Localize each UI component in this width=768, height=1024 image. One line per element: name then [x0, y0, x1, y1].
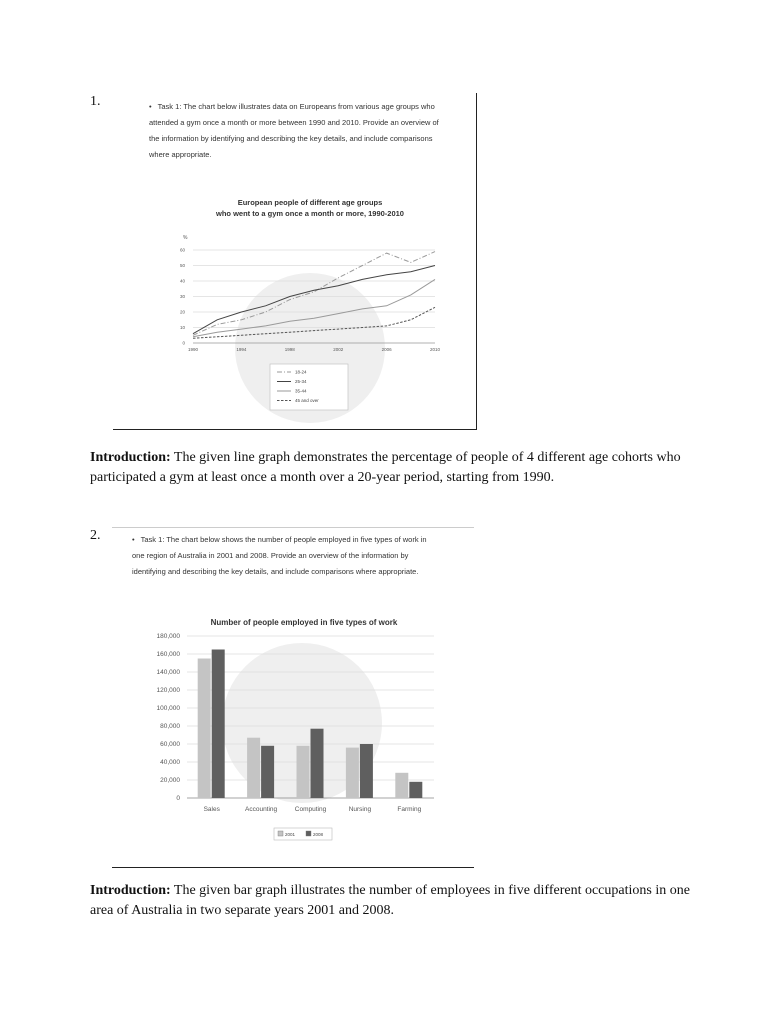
legend-label: 2001 — [285, 832, 296, 837]
bar-sales-2008 — [212, 650, 225, 799]
y-tick-label: 40,000 — [160, 759, 180, 766]
intro-2 — [90, 881, 690, 921]
bar-nursing-2001 — [346, 748, 359, 798]
legend-swatch — [306, 831, 311, 836]
legend-label: 45 and over — [295, 398, 319, 403]
line-chart-legend — [270, 364, 348, 410]
legend-label: 2008 — [313, 832, 324, 837]
bar-farming-2008 — [409, 782, 422, 798]
bar-chart-title: Number of people employed in five types of work — [210, 618, 398, 627]
y-tick-label: 50 — [179, 263, 185, 268]
y-tick-label: 20 — [179, 309, 185, 315]
category-label: Computing — [294, 806, 327, 813]
section-2-number: 2. — [90, 528, 101, 543]
y-tick-label: 20,000 — [160, 777, 180, 784]
bar-sales-2001 — [198, 659, 211, 799]
y-tick-label: 100,000 — [156, 705, 180, 712]
category-label: Sales — [203, 806, 220, 813]
bar-chart — [112, 528, 474, 867]
y-tick-label: 140,000 — [156, 669, 180, 676]
task-2-line-2: one region of Australia in 2001 and 2008. Provide an overview of the information by — [132, 551, 409, 560]
intro-1-label: Introduction: — [90, 450, 171, 465]
legend-label: 18-24 — [295, 369, 307, 375]
x-tick-label: 1994 — [236, 347, 247, 352]
y-axis-unit-label: % — [183, 235, 188, 241]
category-label: Nursing — [348, 806, 372, 813]
y-tick-label: 0 — [182, 340, 185, 346]
line-chart-panel — [113, 93, 477, 430]
y-tick-label: 40 — [179, 278, 185, 284]
task-2-line-3: identifying and describing the key details, and include comparisons where appropriate. — [132, 567, 419, 576]
y-tick-label: 0 — [176, 795, 180, 802]
intro-2-text: The given bar graph illustrates the number of employees in five different occupations in one area of Australia in two separate years 2001 and 2008. — [90, 883, 690, 918]
y-tick-label: 30 — [179, 294, 185, 299]
bar-nursing-2008 — [360, 744, 373, 798]
x-tick-label: 1990 — [187, 347, 199, 352]
bar-farming-2001 — [395, 773, 408, 798]
legend-label: 35-44 — [295, 388, 307, 394]
line-chart — [113, 93, 476, 429]
legend-box — [270, 364, 348, 410]
task-1-line-4: where appropriate. — [149, 150, 212, 159]
bar-computing-2001 — [297, 746, 310, 798]
legend-label: 25-34 — [295, 379, 307, 384]
bar-computing-2008 — [311, 729, 324, 798]
y-tick-label: 60 — [179, 247, 185, 253]
y-tick-label: 60,000 — [160, 741, 180, 748]
category-label: Accounting — [245, 806, 278, 813]
line-chart-title-1: European people of different age groups — [237, 198, 383, 207]
section-1-number: 1. — [90, 94, 101, 109]
y-tick-label: 10 — [179, 325, 185, 330]
y-tick-label: 180,000 — [156, 633, 180, 640]
category-label: Farming — [397, 806, 422, 813]
y-tick-label: 160,000 — [156, 651, 180, 658]
task-1-prompt: • Task 1: The chart below illustrates data on Europeans from various age groups who attended a gym once a month or more between 1990 and 2010. Provide an overview of the information by identifying and describing the key details, and include comparisons where appropriate. — [149, 99, 469, 163]
line-chart-title-2: who went to a gym once a month or more, 1990-2010 — [216, 209, 404, 218]
task-1-line-2: attended a gym once a month or more between 1990 and 2010. Provide an overview of — [149, 118, 439, 127]
intro-2-label: Introduction: — [90, 883, 171, 898]
task-2-prompt: • Task 1: The chart below shows the number of people employed in five types of work in one region of Australia in 2001 and 2008. Provide an overview of the information by identifying and describing the key details, and include comparisons where appropriate. — [132, 532, 472, 580]
task-1-line-3: the information by identifying and describing the key details, and include comparisons — [149, 134, 433, 143]
bar-chart-panel — [112, 527, 474, 868]
x-tick-label: 2006 — [381, 347, 392, 352]
task-2-line-1: Task 1: The chart below shows the number of people employed in five types of work in — [140, 535, 427, 544]
y-tick-label: 80,000 — [160, 723, 180, 730]
bar-accounting-2001 — [247, 738, 260, 798]
intro-1-text: The given line graph demonstrates the percentage of people of 4 different age cohorts who participated a gym at least once a month over a 20-year period, starting from 1990. — [90, 450, 681, 485]
x-tick-label: 1998 — [284, 347, 295, 352]
bar-accounting-2008 — [261, 746, 274, 798]
y-tick-label: 120,000 — [156, 687, 180, 694]
task-1-line-1: Task 1: The chart below illustrates data on Europeans from various age groups who — [157, 102, 435, 111]
bar-chart-legend — [274, 828, 332, 840]
legend-swatch — [278, 831, 283, 836]
x-tick-label: 2002 — [333, 347, 344, 352]
x-tick-label: 2010 — [429, 347, 441, 352]
intro-1 — [90, 448, 690, 488]
